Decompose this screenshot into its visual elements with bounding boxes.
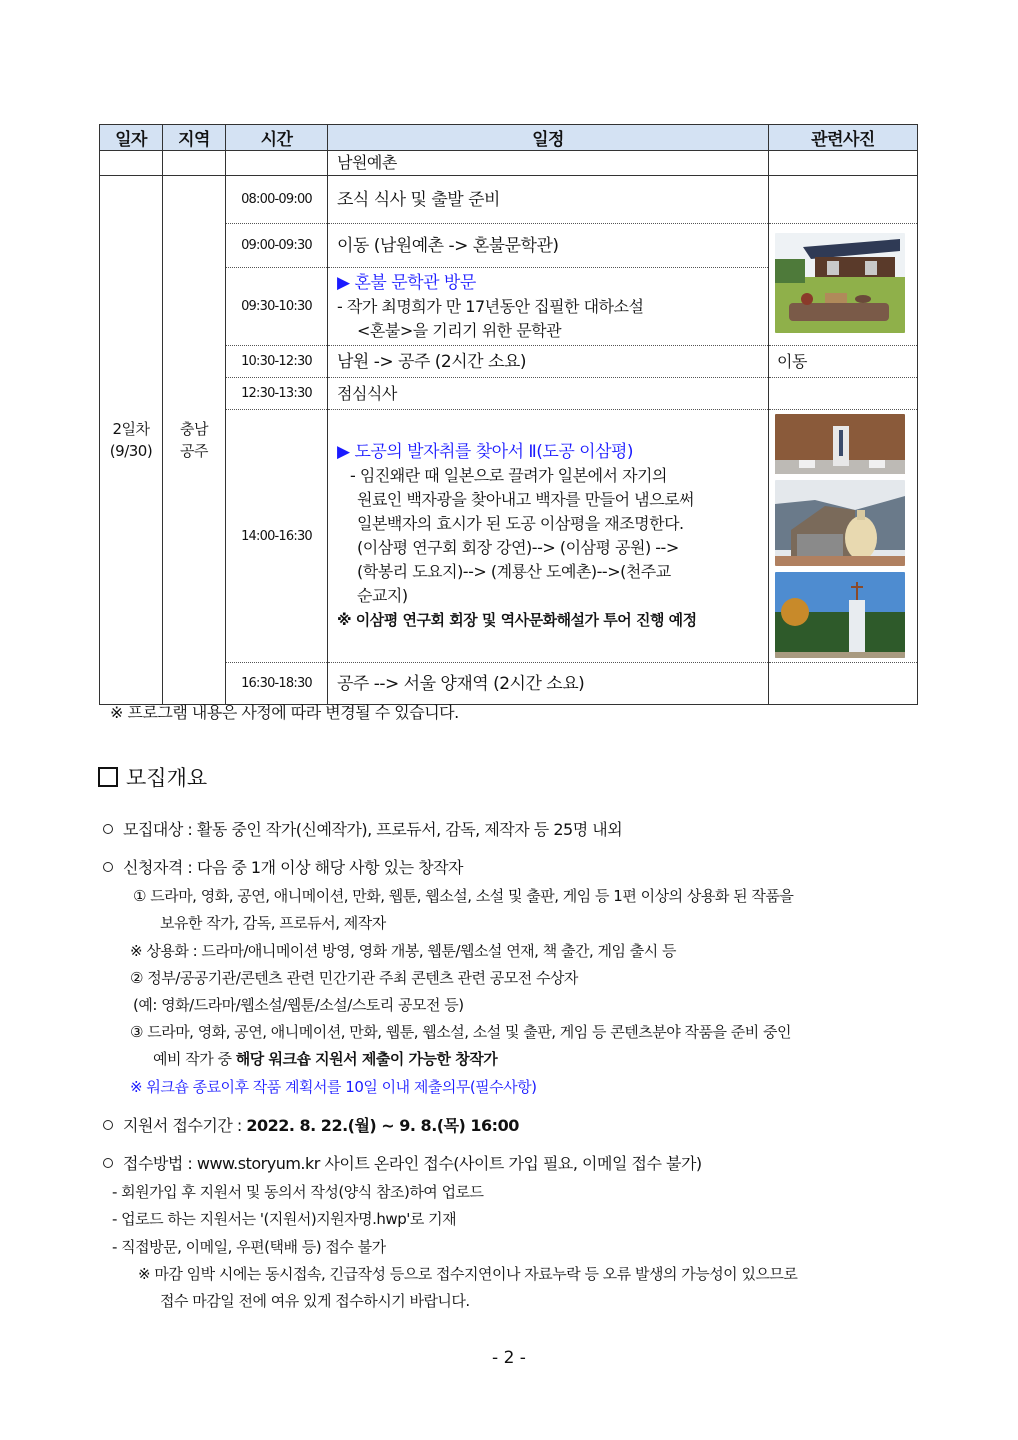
recruit-target [103, 817, 622, 840]
event-desc: - 임진왜란 때 일본으로 끌려가 일본에서 자기의 [350, 466, 667, 485]
circle-bullet-icon [103, 1158, 113, 1168]
deadline-warning-cont: 접수 마감일 전에 여유 있게 접수하시기 바랍니다. [160, 1292, 470, 1310]
method-step-1: - 회원가입 후 지원서 및 동의서 작성(양식 참조)하여 업로드 [112, 1183, 484, 1201]
event-desc: 일본백자의 효시가 된 도공 이삼평을 재조명한다. [357, 514, 684, 533]
region-cell [163, 176, 226, 705]
application-method [103, 1151, 702, 1174]
event-note: ※ 이삼평 연구회 회장 및 역사문화해설가 투어 진행 예정 [337, 611, 697, 629]
workshop-obligation-note: ※ 워크숍 종료이후 작품 계획서를 10일 이내 제출의무(필수사항) [130, 1078, 537, 1096]
schedule-cell: 조식 식사 및 출발 준비 [328, 176, 769, 224]
header-schedule: 일정 [328, 125, 769, 151]
recruit-qualification [103, 855, 463, 878]
event-desc: (학봉리 도요지)--> (계룡산 도예촌)-->(천주교 [357, 562, 671, 581]
header-time: 시간 [226, 125, 328, 151]
circle-bullet-icon [103, 862, 113, 872]
schedule-table [99, 124, 918, 705]
honbul-museum-photo [775, 233, 905, 333]
region-line2: 공주 [180, 442, 208, 460]
pottery-village-photo [775, 480, 905, 566]
photo-cell [769, 224, 918, 346]
qualification-2-example: (예: 영화/드라마/웹소설/웹툰/소설/스토리 공모전 등) [133, 996, 464, 1014]
event-desc: 원료인 백자광을 찾아내고 백자를 만들어 냄으로써 [357, 490, 695, 509]
program-change-note: ※ 프로그램 내용은 사정에 따라 변경될 수 있습니다. [110, 703, 459, 722]
time-cell: 12:30-13:30 [226, 378, 328, 410]
period-label: 지원서 접수기간 : [123, 1116, 247, 1135]
schedule-cell [328, 410, 769, 663]
time-cell: 16:30-18:30 [226, 663, 328, 705]
method-text: 접수방법 : www.storyum.kr 사이트 온라인 접수(사이트 가입 필요, 이메일 접수 불가) [123, 1154, 702, 1173]
event-desc: (이삼평 연구회 회장 강연)--> (이삼평 공원) --> [357, 538, 679, 557]
table-row [100, 176, 918, 224]
schedule-cell [328, 268, 769, 346]
header-photo: 관련사진 [769, 125, 918, 151]
section-title-text: 모집개요 [126, 766, 208, 790]
day-label: 2일차 [112, 420, 150, 438]
day-cell [100, 176, 163, 705]
event-desc: 순교지) [357, 586, 408, 605]
schedule-cell: 점심식사 [328, 378, 769, 410]
qualification-1-cont: 보유한 작가, 감독, 프로듀서, 제작자 [160, 914, 386, 932]
photo-cell [769, 410, 918, 663]
event-title: ▶ 도공의 발자취를 찾아서 Ⅱ(도공 이삼평) [337, 442, 634, 462]
qualification-1: ① 드라마, 영화, 공연, 애니메이션, 만화, 웹툰, 웹소설, 소설 및 출판, 게임 등 1편 이상의 상용화 된 작품을 [133, 887, 794, 905]
time-cell: 08:00-09:00 [226, 176, 328, 224]
period-value: 2022. 8. 22.(월) ~ 9. 8.(목) 16:00 [246, 1116, 519, 1135]
q3-bold: 해당 워크숍 지원서 제출이 가능한 창작가 [235, 1050, 498, 1068]
event-desc: <혼불>을 기리기 위한 문학관 [357, 320, 562, 340]
qualification-2: ② 정부/공공기관/콘텐츠 관련 민간기관 주최 콘텐츠 관련 공모전 수상자 [130, 969, 578, 987]
lee-sampyeong-monument-photo [775, 414, 905, 474]
schedule-cell: 이동 (남원예촌 -> 혼불문학관) [328, 224, 769, 268]
circle-bullet-icon [103, 824, 113, 834]
schedule-cell: 남원 -> 공주 (2시간 소요) [328, 346, 769, 378]
day-date: (9/30) [109, 442, 153, 460]
region-line1: 충남 [180, 420, 208, 438]
time-cell: 09:00-09:30 [226, 224, 328, 268]
page-number: - 2 - [492, 1348, 526, 1368]
application-period [103, 1113, 519, 1136]
header-region: 지역 [163, 125, 226, 151]
deadline-warning: ※ 마감 임박 시에는 동시접속, 긴급작성 등으로 접수지연이나 자료누락 등 오류 발생의 가능성이 있으므로 [138, 1265, 798, 1283]
method-step-3: - 직접방문, 이메일, 우편(택배 등) 접수 불가 [112, 1238, 386, 1256]
qualification-3: ③ 드라마, 영화, 공연, 애니메이션, 만화, 웹툰, 웹소설, 소설 및 출판, 게임 등 콘텐츠분야 작품을 준비 중인 [130, 1023, 791, 1041]
qualification-text: 신청자격 : 다음 중 1개 이상 해당 사항 있는 창작자 [123, 858, 464, 877]
square-bullet-icon [98, 767, 118, 787]
time-cell: 14:00-16:30 [226, 410, 328, 663]
event-desc: - 작가 최명희가 만 17년동안 집필한 대하소설 [337, 296, 644, 316]
method-step-2: - 업로드 하는 지원서는 '(지원서)지원자명.hwp'로 기재 [112, 1210, 457, 1228]
q3-plain: 예비 작가 중 [153, 1050, 236, 1068]
recruit-target-text: 모집대상 : 활동 중인 작가(신예작가), 프로듀서, 감독, 제작자 등 25명 내외 [123, 820, 623, 839]
photo-cell-text: 이동 [769, 346, 918, 378]
schedule-cell: 남원예촌 [328, 151, 769, 176]
circle-bullet-icon [103, 1120, 113, 1130]
event-title: ▶ 혼불 문학관 방문 [337, 272, 476, 293]
table-row [100, 151, 918, 176]
header-date: 일자 [100, 125, 163, 151]
schedule-cell: 공주 --> 서울 양재역 (2시간 소요) [328, 663, 769, 705]
time-cell: 10:30-12:30 [226, 346, 328, 378]
commercialization-note: ※ 상용화 : 드라마/애니메이션 방영, 영화 개봉, 웹툰/웹소설 연재, 책 출간, 게임 출시 등 [130, 942, 676, 960]
catholic-martyr-site-photo [775, 572, 905, 658]
section-title [98, 762, 207, 792]
time-cell: 09:30-10:30 [226, 268, 328, 346]
qualification-3-cont [153, 1048, 497, 1069]
table-header-row [100, 125, 918, 151]
